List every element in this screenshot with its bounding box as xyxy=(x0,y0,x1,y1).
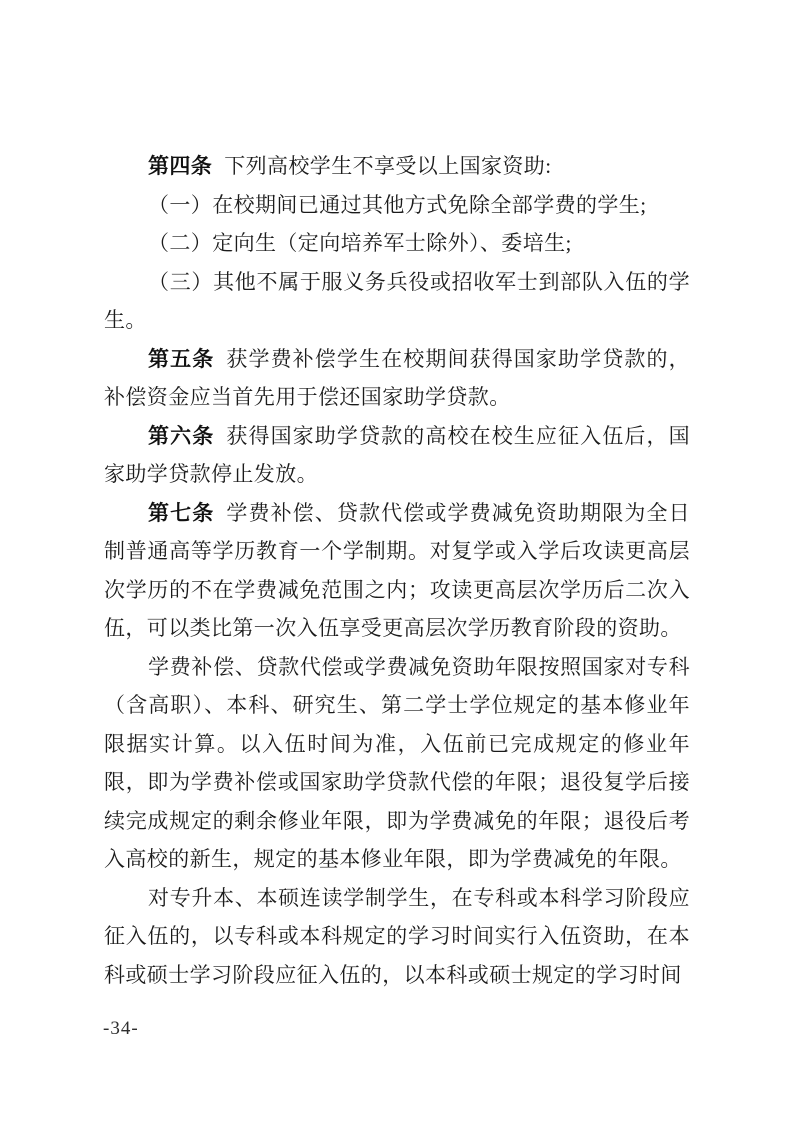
paragraph-text: （一）在校期间已通过其他方式免除全部学费的学生; xyxy=(148,192,647,217)
page-number: -34- xyxy=(103,1018,139,1039)
article-number: 第四条 xyxy=(148,154,213,178)
paragraph-text: 下列高校学生不享受以上国家资助: xyxy=(224,154,552,178)
document-body xyxy=(104,147,690,994)
paragraph-text: 获得国家助学贷款的高校在校生应征入伍后，国家助学贷款停止发放。 xyxy=(104,423,690,486)
article-number: 第五条 xyxy=(148,346,215,371)
paragraph-upgrade-rule xyxy=(104,879,690,995)
paragraph-item-2 xyxy=(104,224,690,263)
paragraph-text: 获学费补偿学生在校期间获得国家助学贷款的，补偿资金应当首先用于偿还国家助学贷款。 xyxy=(104,346,690,409)
article-number: 第七条 xyxy=(148,500,215,525)
paragraph-item-3 xyxy=(104,263,690,340)
paragraph-text: （二）定向生（定向培养军士除外）、委培生; xyxy=(148,231,572,255)
paragraph-text: 学费补偿、贷款代偿或学费减免资助年限按照国家对专科（含高职）、本科、研究生、第二学士学位规定的基本修业年限据实计算。以入伍时间为准，入伍前已完成规定的修业年限，即为学费补偿或国家助学贷款代偿的年限；退役复学后接续完成规定的剩余修业年限，即为学费减免的年限；退役后考入高校的新生，规定的基本修业年限，即为学费减免的年限。 xyxy=(104,654,690,871)
paragraph-years-rule xyxy=(104,648,690,879)
article-number: 第六条 xyxy=(148,423,215,448)
paragraph-text: （三）其他不属于服义务兵役或招收军士到部队入伍的学生。 xyxy=(104,269,690,332)
paragraph-article-4 xyxy=(104,147,690,186)
paragraph-article-7 xyxy=(104,494,690,648)
paragraph-article-5 xyxy=(104,340,690,417)
paragraph-item-1 xyxy=(104,186,690,225)
paragraph-text: 对专升本、本硕连读学制学生，在专科或本科学习阶段应征入伍的，以专科或本科规定的学习时间实行入伍资助，在本科或硕士学习阶段应征入伍的，以本科或硕士规定的学习时间 xyxy=(104,885,690,987)
paragraph-article-6 xyxy=(104,417,690,494)
paragraph-text: 学费补偿、贷款代偿或学费减免资助期限为全日制普通高等学历教育一个学制期。对复学或入学后攻读更高层次学历的不在学费减免范围之内；攻读更高层次学历后二次入伍，可以类比第一次入伍享受更高层次学历教育阶段的资助。 xyxy=(104,500,690,640)
